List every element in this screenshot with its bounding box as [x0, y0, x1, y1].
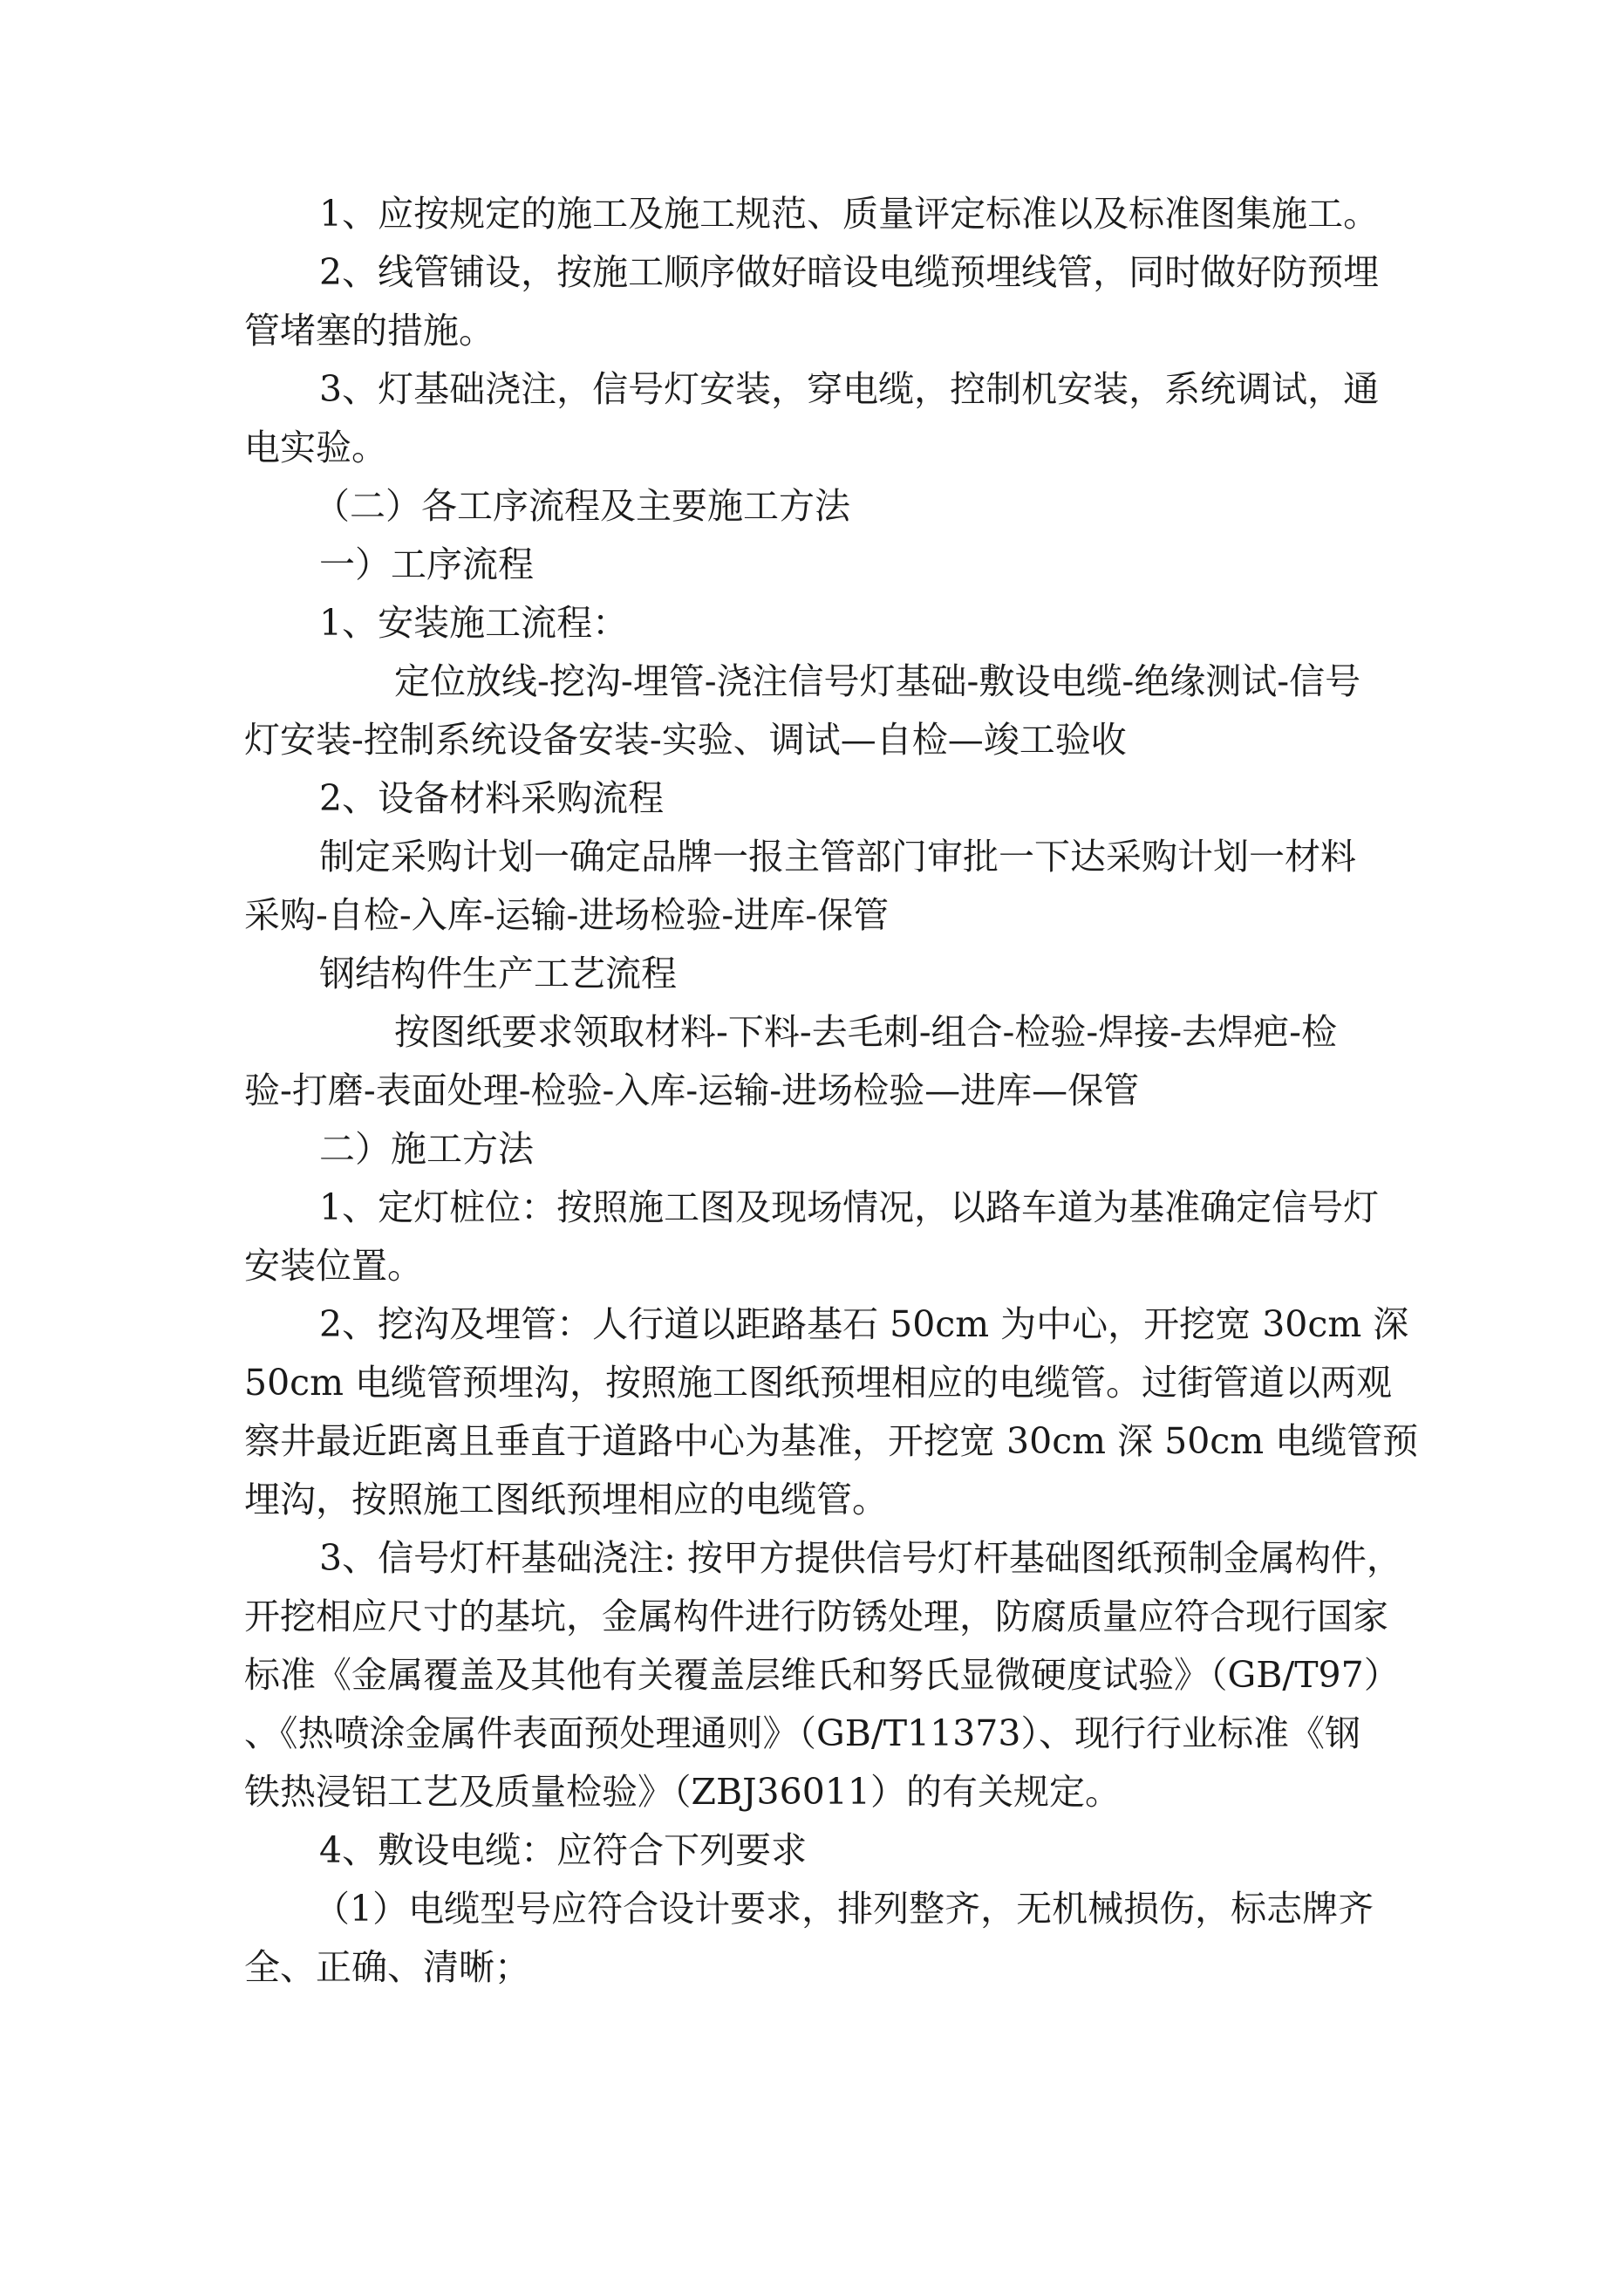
- text-line: 全、正确、清晰；: [244, 1946, 530, 1988]
- text-line: 1、安装施工流程：: [319, 602, 629, 644]
- subsection-heading: 二）施工方法: [319, 1128, 534, 1170]
- text-line: 制定采购计划一确定品牌一报主管部门审批一下达采购计划一材料: [319, 836, 1356, 878]
- text-line: 铁热浸铝工艺及质量检验》（ZBJ36011）的有关规定。: [244, 1771, 1121, 1813]
- section-heading: （二）各工序流程及主要施工方法: [314, 485, 850, 527]
- text-line: 、《热喷涂金属件表面预处理通则》（GB/T11373）、现行行业标准《钢: [244, 1712, 1360, 1754]
- text-line: 管堵塞的措施。: [244, 310, 494, 352]
- text-line: 察井最近距离且垂直于道路中心为基准，开挖宽 30cm 深 50cm 电缆管预: [244, 1420, 1419, 1462]
- text-line: 3、信号灯杆基础浇注: 按甲方提供信号灯杆基础图纸预制金属构件，: [319, 1537, 1402, 1579]
- text-line: 灯安装-控制系统设备安装-实验、调试—自检—竣工验收: [244, 719, 1127, 761]
- text-line: 开挖相应尺寸的基坑，金属构件进行防锈处理，防腐质量应符合现行国家: [244, 1596, 1388, 1637]
- text-line: 采购-自检-入库-运输-进场检验-进库-保管: [244, 894, 890, 936]
- text-line: 标准《金属覆盖及其他有关覆盖层维氏和努氏显微硬度试验》（GB/T97）: [244, 1654, 1400, 1696]
- text-line: 电实验。: [244, 427, 387, 468]
- subsection-heading: 一）工序流程: [319, 543, 534, 585]
- text-line: 1、应按规定的施工及施工规范、质量评定标准以及标准图集施工。: [319, 193, 1380, 235]
- text-line: （1）电缆型号应符合设计要求，排列整齐，无机械损伤，标志牌齐: [314, 1888, 1374, 1930]
- text-line: 50cm 电缆管预埋沟，按照施工图纸预埋相应的电缆管。过街管道以两观: [244, 1362, 1393, 1404]
- text-line: 定位放线-挖沟-埋管-浇注信号灯基础-敷设电缆-绝缘测试-信号: [394, 660, 1361, 702]
- text-line: 安装位置。: [244, 1245, 423, 1287]
- text-line: 2、挖沟及埋管：人行道以距路基石 50cm 为中心，开挖宽 30cm 深: [319, 1303, 1409, 1345]
- text-line: 4、敷设电缆：应符合下列要求: [319, 1829, 808, 1871]
- text-line: 2、线管铺设，按施工顺序做好暗设电缆预埋线管，同时做好防预埋: [319, 251, 1380, 293]
- text-line: 埋沟，按照施工图纸预埋相应的电缆管。: [244, 1479, 888, 1520]
- text-line: 钢结构件生产工艺流程: [319, 953, 677, 994]
- text-line: 按图纸要求领取材料-下料-去毛刺-组合-检验-焊接-去焊疤-检: [394, 1011, 1337, 1053]
- text-line: 验-打磨-表面处理-检验-入库-运输-进场检验—进库—保管: [244, 1069, 1140, 1111]
- text-line: 2、设备材料采购流程: [319, 777, 665, 819]
- text-line: 1、定灯桩位：按照施工图及现场情况，以路车道为基准确定信号灯: [319, 1186, 1380, 1228]
- text-line: 3、灯基础浇注，信号灯安装，穿电缆，控制机安装，系统调试，通: [319, 368, 1380, 410]
